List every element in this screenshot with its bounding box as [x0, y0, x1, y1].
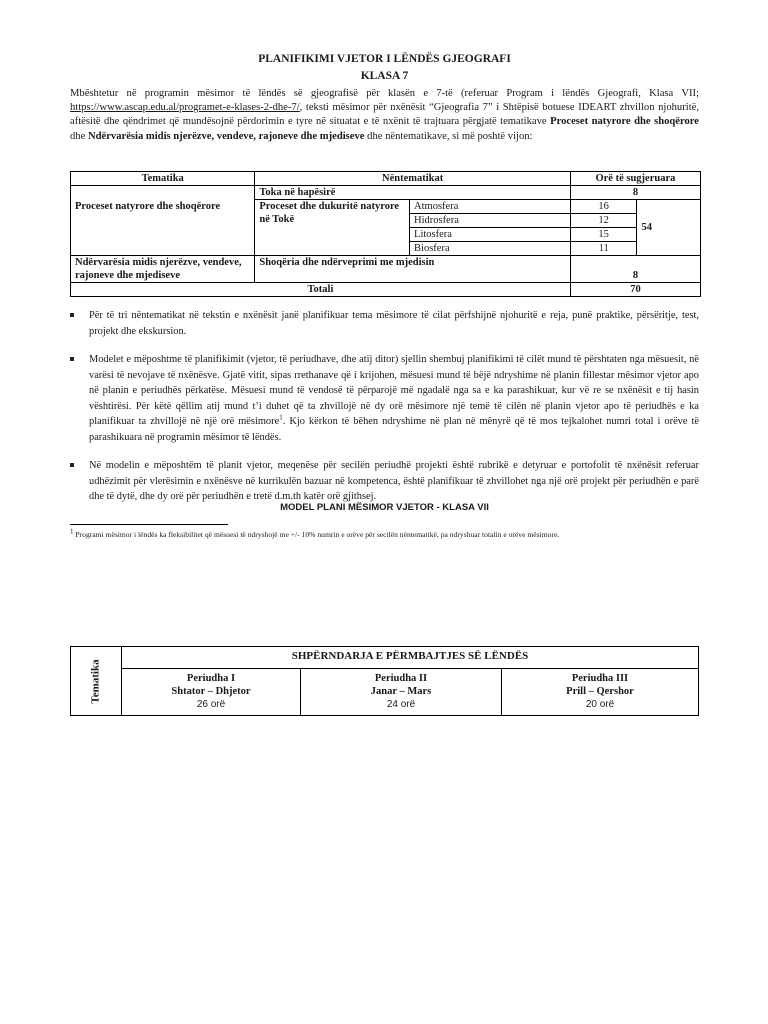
header-tematika: Tematika	[71, 172, 255, 186]
list-item	[70, 308, 699, 339]
footnote-ref[interactable]: 1	[279, 413, 283, 422]
period-name: Periudha I	[186, 673, 236, 684]
period-name: Periudha III	[571, 673, 629, 684]
period-hours: 24 orë	[386, 699, 416, 710]
list-item	[70, 458, 699, 505]
sphere-hours: 12	[570, 214, 637, 228]
bullet-text-tail: . Kjo kërkon të bëhen ndryshime në plan në mënyrë që të mos tejkalohet numri total i orëve të parashikuara në programin mësimor të lëndës.	[89, 416, 699, 443]
bullet-list	[70, 308, 699, 518]
period-hours: 26 orë	[196, 699, 226, 710]
table-header-row	[71, 172, 701, 186]
bullet-icon	[70, 463, 74, 467]
period-months: Janar – Mars	[370, 686, 432, 697]
table-row	[71, 256, 701, 283]
table-row	[71, 647, 699, 669]
themes-table	[70, 171, 701, 297]
distribution-header: SHPËRNDARJA E PËRMBAJTJES SË LËNDËS	[122, 647, 699, 669]
table-total-row	[71, 283, 701, 297]
program-link[interactable]: https://www.ascap.edu.al/programet-e-klases-2-dhe-7/	[70, 102, 300, 114]
period-name: Periudha II	[374, 673, 428, 684]
period-2-cell	[301, 669, 502, 716]
footnote-text: Programi mësimor i lëndës ka fleksibilitet që mësuesi të ndryshojë me +/- 10% numrin e orëve për secilën nëntematikë, pa ndryshuar totalin e orëve mësimore.	[73, 530, 560, 539]
theme-1-cell: Proceset natyrore dhe shoqërore	[71, 186, 255, 256]
period-months: Shtator – Dhjetor	[171, 686, 251, 697]
footnote	[70, 527, 710, 539]
period-1-cell	[122, 669, 301, 716]
intro-theme-2: Ndërvarësia midis njerëzve, vendeve, rajoneve dhe mjediseve	[87, 130, 365, 142]
bullet-text: Për të tri nëntematikat në tekstin e nxënësit janë planifikuar tema mësimore të cilat përfshijnë njohuritë e reja, punë praktike, përsëritje, test, projekt dhe ekskursion.	[89, 310, 699, 337]
sphere-name: Hidrosfera	[410, 214, 571, 228]
intro-text-1: Mbështetur në programin mësimor të lëndës së gjeografisë për klasën e 7-të (referuar Program i lëndës Gjeografi, Klasa VII;	[70, 88, 699, 99]
intro-text-3: dhe	[70, 130, 88, 142]
bullet-icon	[70, 313, 74, 317]
sub-toka-hours: 8	[570, 186, 700, 200]
bullet-icon	[70, 357, 74, 361]
sphere-hours: 11	[570, 242, 637, 256]
intro-text-4: dhe nëntematikave, si më poshtë vijon:	[364, 130, 533, 142]
list-item	[70, 352, 699, 445]
document-title: PLANIFIKIMI VJETOR I LËNDËS GJEOGRAFI	[258, 53, 511, 65]
theme-2-cell: Ndërvarësia midis njerëzve, vendeve, rajoneve dhe mjediseve	[71, 256, 255, 283]
total-label: Totali	[71, 283, 571, 297]
table-row	[71, 186, 701, 200]
period-3-cell	[502, 669, 699, 716]
header-nentematikat: Nëntematikat	[255, 172, 571, 186]
total-value: 70	[570, 283, 700, 297]
sphere-hours: 16	[570, 200, 637, 214]
period-months: Prill – Qershor	[566, 686, 634, 697]
sphere-name: Atmosfera	[410, 200, 571, 214]
sphere-name: Litosfera	[410, 228, 571, 242]
document-subtitle: KLASA 7	[360, 70, 409, 82]
sphere-name: Biosfera	[410, 242, 571, 256]
tematika-vertical-label: Tematika	[89, 658, 102, 704]
sub-proceset: Proceset dhe dukuritë natyrore në Tokë	[255, 200, 410, 256]
spheres-total: 54	[637, 200, 701, 256]
sphere-hours: 15	[570, 228, 637, 242]
footnote-divider	[70, 524, 228, 525]
footnote-number: 1	[70, 527, 74, 536]
period-hours: 20 orë	[585, 699, 615, 710]
tematika-vertical-cell	[71, 647, 122, 716]
table-row	[71, 669, 699, 716]
bullet-text: Në modelin e mëposhtëm të planit vjetor, meqenëse për secilën periudhë projekti është rubrikë e detyruar e portofolit të nxënësit referuar udhëzimit për vlerësimin e nxënësve në kurrikulën bazuar në kompetenca, është planifikuar të zhvillohet nga një orë projekt për periudhën e parë dhe të dytë, dhe dy orë për periudhën e tretë d.m.th katër orë gjithsej.	[89, 460, 699, 502]
distribution-table	[70, 646, 699, 716]
intro-text-2: , teksti mësimor për nxënësit “Gjeografia 7” i Shtëpisë botuese IDEART zhvillon njohuritë, aftësitë dhe qëndrimet që mundësojnë përdorimin e tyre në situatat e të nxënit të trajtuara përgjatë tematikave	[70, 102, 699, 128]
bullet-text: Modelet e mëposhtme të planifikimit (vjetor, të periudhave, dhe atij ditor) sjellin shembuj planifikimi të cilët mund të përshtaten nga mësuesit, në varësi të nevojave të nxënësve. Gjatë vitit, sipas rrethanave që i krijohen, mësuesi mund të bëjë ndryshime në planin fillestar mësimor vjetor apo në planin e periudhës përkatëse. Mësuesi mund të vendosë të përparojë më ngadalë nga sa e ka parashikuar, kur vë re se nxënësit e tij hasin vështirësi. Për këtë qëllim atij mund t’i duhet që ta zhvillojë në dy orë mësimore një temë të cilën në planin vjetor apo të periudhës e ka planifikuar ta zhvillojë në një orë mësimore	[89, 354, 699, 427]
sub-shoqeria: Shoqëria dhe ndërveprimi me mjedisin	[255, 256, 571, 283]
intro-paragraph	[70, 87, 699, 144]
sub-shoqeria-hours: 8	[570, 256, 700, 283]
header-ore: Orë të sugjeruara	[570, 172, 700, 186]
model-plan-title: MODEL PLANI MËSIMOR VJETOR - KLASA VII	[280, 502, 489, 513]
intro-theme-1: Proceset natyrore dhe shoqërore	[550, 116, 699, 128]
sub-toka: Toka në hapësirë	[255, 186, 571, 200]
